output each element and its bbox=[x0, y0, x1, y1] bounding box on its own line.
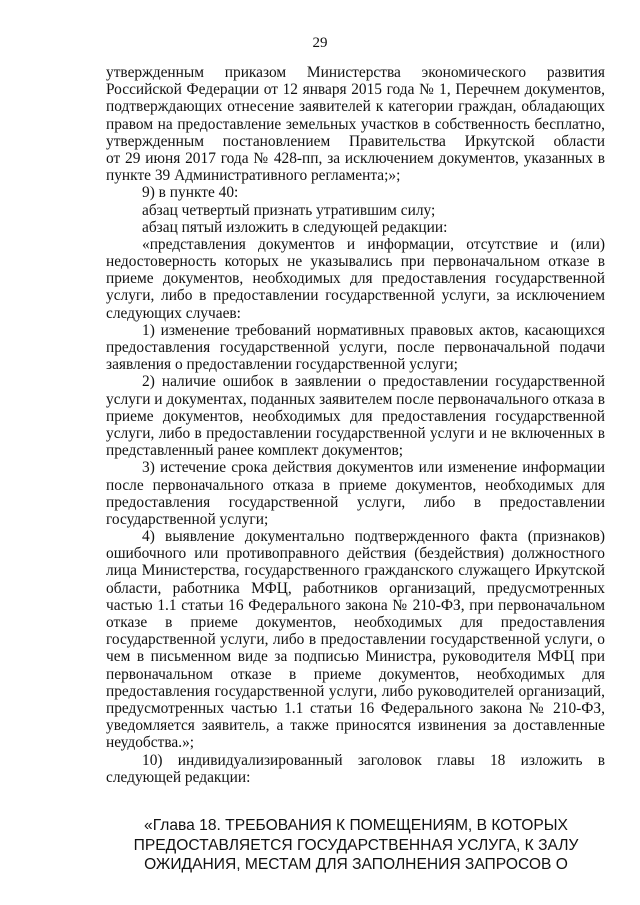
heading-line: ПРЕДОСТАВЛЯЕТСЯ ГОСУДАРСТВЕННАЯ УСЛУГА, К ЗАЛУ bbox=[133, 836, 579, 854]
text-line: абзац пятый изложить в следующей редакции: bbox=[142, 218, 448, 236]
text-line: абзац четвертый признать утратившим силу; bbox=[142, 201, 436, 219]
text-line: частью 1.1 статьи 16 Федерального закона № 210-ФЗ, при первоначальном bbox=[106, 596, 605, 614]
text-line: приеме документов, необходимых для предоставления государственной bbox=[106, 270, 605, 288]
text-line: предоставления государственной услуги, либо руководителей организаций, bbox=[106, 682, 605, 700]
text-line: от 29 июня 2017 года № 428-пп, за исключением документов, указанных в bbox=[106, 149, 605, 167]
text-line: 1) изменение требований нормативных правовых актов, касающихся bbox=[142, 321, 605, 339]
text-line: неудобства.»; bbox=[106, 734, 195, 752]
body-text bbox=[106, 64, 605, 786]
text-line: утвержденным приказом Министерства экономического развития bbox=[106, 64, 605, 81]
text-line: правом на предоставление земельных участков в собственность бесплатно, bbox=[106, 115, 605, 133]
text-line: услуги, либо в предоставлении государственной услуги и не включенных в bbox=[106, 424, 605, 442]
text-line: услуги, либо в предоставлении государственной услуги, за исключением bbox=[106, 287, 605, 305]
text-line: утвержденным постановлением Правительства Иркутской области bbox=[106, 132, 605, 150]
heading-line: ОЖИДАНИЯ, МЕСТАМ ДЛЯ ЗАПОЛНЕНИЯ ЗАПРОСОВ О bbox=[144, 856, 568, 873]
text-line: ошибочного или противоправного действия (бездействия) должностного bbox=[106, 545, 605, 563]
text-line: первоначальном отказе в приеме документов, необходимых для bbox=[106, 665, 605, 683]
text-line: уведомляется заявитель, а также приносятся извинения за доставленные bbox=[106, 717, 605, 735]
text-line: 3) истечение срока действия документов или изменение информации bbox=[142, 459, 605, 477]
text-line: отказе в приеме документов, необходимых для предоставления bbox=[106, 614, 605, 631]
text-line: следующей редакции: bbox=[106, 768, 251, 786]
text-line: 4) выявление документально подтвержденного факта (признаков) bbox=[142, 528, 605, 546]
text-line: пункте 39 Административного регламента;»; bbox=[106, 167, 401, 185]
text-line: заявления о предоставлении государственной услуги; bbox=[106, 356, 458, 374]
text-line: области, работника МФЦ, работников организаций, предусмотренных bbox=[106, 579, 605, 597]
text-line: подтверждающих отнесение заявителей к категории граждан, обладающих bbox=[106, 98, 605, 116]
text-line: предусмотренных частью 1.1 статьи 16 Федерального закона № 210-ФЗ, bbox=[106, 699, 605, 717]
text-line: 9) в пункте 40: bbox=[142, 184, 239, 202]
text-line: предоставления государственной услуги, после первоначальной подачи bbox=[106, 339, 605, 356]
text-line: государственной услуги; bbox=[106, 510, 269, 528]
text-line: предоставления государственной услуги, либо в предоставлении bbox=[106, 493, 605, 511]
text-line: 2) наличие ошибок в заявлении о предоставлении государственной bbox=[142, 373, 605, 391]
text-line: Российской Федерации от 12 января 2015 года № 1, Перечнем документов, bbox=[106, 81, 605, 99]
text-line: после первоначального отказа в приеме документов, необходимых для bbox=[106, 476, 605, 494]
chapter-heading bbox=[100, 816, 612, 875]
heading-line: «Глава 18. ТРЕБОВАНИЯ К ПОМЕЩЕНИЯМ, В КОТОРЫХ bbox=[144, 817, 568, 834]
text-line: недостоверность которых не указывались при первоначальном отказе в bbox=[106, 253, 605, 271]
text-line: чем в письменном виде за подписью Министра, руководителя МФЦ при bbox=[106, 648, 605, 666]
text-line: «представления документов и информации, отсутствие и (или) bbox=[142, 235, 605, 253]
page-number: 29 bbox=[312, 35, 328, 51]
text-line: 10) индивидуализированный заголовок главы 18 изложить в bbox=[142, 751, 605, 769]
text-line: услуги и документах, поданных заявителем после первоначального отказа в bbox=[106, 390, 605, 408]
text-line: лица Министерства, государственного гражданского служащего Иркутской bbox=[106, 562, 605, 580]
text-line: представленный ранее комплект документов; bbox=[106, 442, 403, 460]
text-line: приеме документов, необходимых для предоставления государственной bbox=[106, 407, 605, 425]
text-line: следующих случаев: bbox=[106, 304, 241, 322]
text-line: государственной услуги, либо в предоставлении государственной услуги, о bbox=[106, 631, 605, 649]
